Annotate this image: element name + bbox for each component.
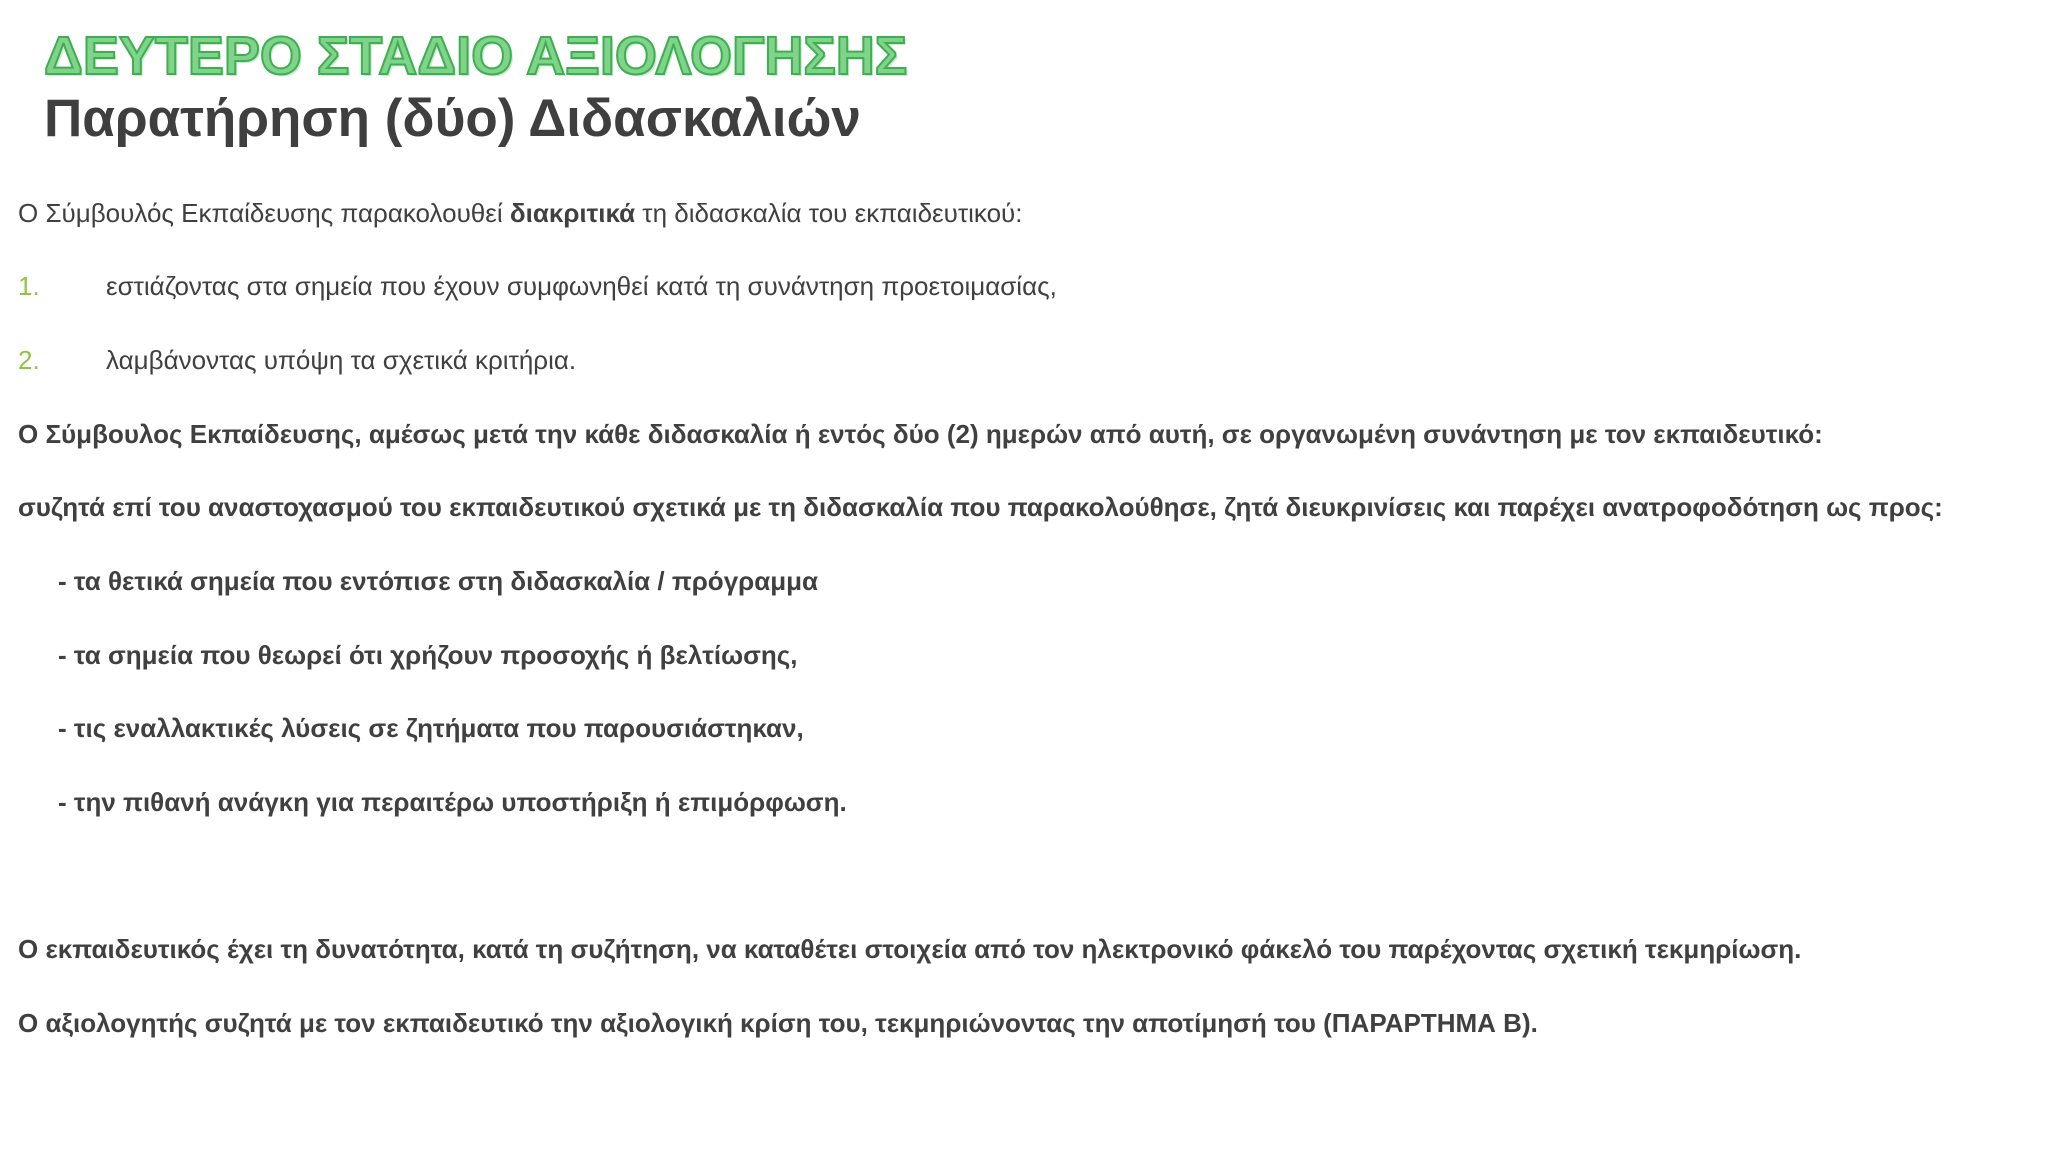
- closing-paragraph-assessment: Ο αξιολογητής συζητά με τον εκπαιδευτικό την αξιολογική κρίση του, τεκμηριώνοντας την αποτίμησή του (ΠΑΡΑΡΤΗΜΑ Β).: [18, 1008, 1538, 1038]
- intro-paragraph: [18, 196, 1023, 230]
- discussion-paragraph: συζητά επί του αναστοχασμού του εκπαιδευτικού σχετικά με τη διδασκαλία που παρακολούθησε, ζητά διευκρινίσεις και παρέχει ανατροφοδότηση ως προς:: [18, 492, 1943, 522]
- list-number: 2.: [18, 345, 40, 375]
- feedback-point: - τις εναλλακτικές λύσεις σε ζητήματα που παρουσιάστηκαν,: [58, 713, 804, 743]
- meeting-paragraph: Ο Σύμβουλος Εκπαίδευσης, αμέσως μετά την κάθε διδασκαλία ή εντός δύο (2) ημερών από αυτή, σε οργανωμένη συνάντηση με τον εκπαιδευτικό:: [18, 419, 1823, 449]
- feedback-point: - τα θετικά σημεία που εντόπισε στη διδασκαλία / πρόγραμμα: [58, 566, 819, 596]
- intro-emphasis: διακριτικά: [509, 198, 636, 228]
- feedback-point: - τα σημεία που θεωρεί ότι χρήζουν προσοχής ή βελτίωσης,: [58, 640, 798, 670]
- intro-text-after: τη διδασκαλία του εκπαιδευτικού:: [635, 198, 1023, 228]
- intro-text-before: Ο Σύμβουλός Εκπαίδευσης παρακολουθεί: [18, 198, 510, 228]
- slide-title: ΔΕΥΤΕΡΟ ΣΤΑΔΙΟ ΑΞΙΟΛΟΓΗΣΗΣ: [44, 26, 908, 86]
- list-number: 1.: [18, 271, 40, 301]
- feedback-point: - την πιθανή ανάγκη για περαιτέρω υποστήριξη ή επιμόρφωση.: [58, 787, 847, 817]
- numbered-item-1: [18, 269, 1057, 303]
- numbered-item-2: [18, 343, 576, 377]
- list-item-text: εστιάζοντας στα σημεία που έχουν συμφωνηθεί κατά τη συνάντηση προετοιμασίας,: [106, 271, 1057, 301]
- list-item-text: λαμβάνοντας υπόψη τα σχετικά κριτήρια.: [106, 345, 577, 375]
- slide-subtitle: Παρατήρηση (δύο) Διδασκαλιών: [44, 89, 861, 148]
- closing-paragraph-documentation: Ο εκπαιδευτικός έχει τη δυνατότητα, κατά τη συζήτηση, να καταθέτει στοιχεία από τον ηλεκτρονικό φάκελό του παρέχοντας σχετική τεκμηρίωση.: [18, 934, 1802, 964]
